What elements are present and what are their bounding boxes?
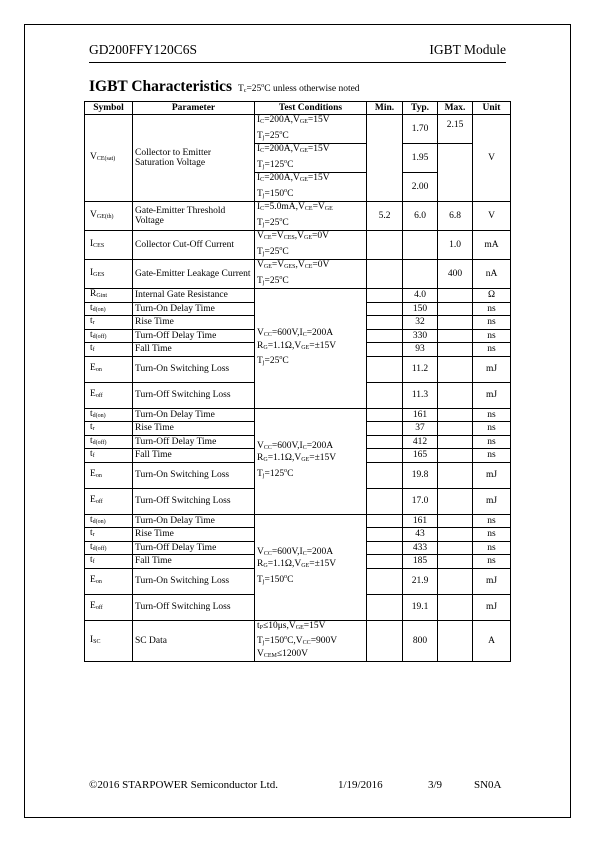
- symbol-cell: $t_f$: [85, 343, 133, 357]
- unit-cell: ns: [473, 343, 511, 357]
- parameter-cell: Fall Time: [133, 343, 255, 357]
- min-cell: [367, 528, 403, 542]
- symbol-cell: $E_{on}$: [85, 462, 133, 488]
- unit-cell: V: [473, 202, 511, 231]
- max-cell: [438, 488, 473, 514]
- table-row: [85, 289, 511, 303]
- symbol-cell: $t_{d(off)}$: [85, 435, 133, 449]
- symbol-cell: $t_{d(off)}$: [85, 329, 133, 343]
- unit-cell: A: [473, 620, 511, 662]
- unit-cell: ns: [473, 528, 511, 542]
- typ-cell: 4.0: [403, 289, 438, 303]
- unit-cell: ns: [473, 449, 511, 463]
- footer-page: 3/9: [428, 779, 443, 791]
- typ-cell: 165: [403, 449, 438, 463]
- footer-revision: SN0A: [474, 779, 502, 791]
- typ-cell: 37: [403, 422, 438, 436]
- parameter-cell: Rise Time: [133, 422, 255, 436]
- typ-cell: 330: [403, 329, 438, 343]
- min-cell: 5.2: [367, 202, 403, 231]
- table-row: [85, 620, 511, 662]
- typ-cell: 17.0: [403, 488, 438, 514]
- parameter-cell: Turn-Off Delay Time: [133, 329, 255, 343]
- min-cell: [367, 382, 403, 408]
- symbol-cell: $V_{GE(th)}$: [85, 202, 133, 231]
- parameter-cell: Turn-On Switching Loss: [133, 568, 255, 594]
- unit-cell: ns: [473, 555, 511, 569]
- parameter-cell: Fall Time: [133, 449, 255, 463]
- max-cell: [438, 555, 473, 569]
- max-cell: [438, 144, 473, 202]
- min-cell: [367, 488, 403, 514]
- section-title: [89, 78, 360, 96]
- symbol-cell: $I_{GES}$: [85, 260, 133, 289]
- unit-cell: V: [473, 115, 511, 202]
- typ-cell: 43: [403, 528, 438, 542]
- min-cell: [367, 231, 403, 260]
- product-type: IGBT Module: [429, 42, 506, 57]
- typ-cell: 93: [403, 343, 438, 357]
- symbol-cell: $t_f$: [85, 449, 133, 463]
- max-cell: [438, 422, 473, 436]
- unit-cell: nA: [473, 260, 511, 289]
- max-cell: [438, 316, 473, 330]
- unit-cell: ns: [473, 422, 511, 436]
- max-cell: [438, 382, 473, 408]
- parameter-cell: Turn-On Delay Time: [133, 408, 255, 422]
- conditions-cell: $V_{CE}=V_{CES},V_{GE}=0V$ $T_j=25^oC$: [255, 231, 367, 260]
- parameter-cell: Fall Time: [133, 555, 255, 569]
- typ-cell: 1.70: [403, 115, 438, 144]
- unit-cell: mJ: [473, 382, 511, 408]
- typ-cell: [403, 231, 438, 260]
- max-cell: [438, 462, 473, 488]
- symbol-cell: $t_{d(on)}$: [85, 302, 133, 316]
- symbol-cell: $t_{d(off)}$: [85, 541, 133, 555]
- parameter-cell: Turn-On Switching Loss: [133, 356, 255, 382]
- table-row: [85, 408, 511, 422]
- footer-date: 1/19/2016: [338, 779, 383, 791]
- conditions-cell: $I_C=200A,V_{GE}=15V$ $T_j=150^oC$: [255, 173, 367, 202]
- typ-cell: 185: [403, 555, 438, 569]
- part-number: GD200FFY120C6S: [89, 42, 198, 57]
- min-cell: [367, 422, 403, 436]
- min-cell: [367, 343, 403, 357]
- typ-cell: 412: [403, 435, 438, 449]
- parameter-cell: Turn-On Switching Loss: [133, 462, 255, 488]
- symbol-cell: $t_r$: [85, 528, 133, 542]
- min-cell: [367, 555, 403, 569]
- col-parameter: Parameter: [133, 102, 255, 115]
- min-cell: [367, 462, 403, 488]
- symbol-cell: $R_{Gint}$: [85, 289, 133, 303]
- max-cell: [438, 528, 473, 542]
- min-cell: [367, 568, 403, 594]
- min-cell: [367, 302, 403, 316]
- symbol-cell: $t_r$: [85, 422, 133, 436]
- min-cell: [367, 620, 403, 662]
- parameter-cell: Rise Time: [133, 316, 255, 330]
- col-test-conditions: Test Conditions: [255, 102, 367, 115]
- max-cell: [438, 435, 473, 449]
- symbol-cell: $E_{off}$: [85, 382, 133, 408]
- max-cell: [438, 343, 473, 357]
- typ-cell: 21.9: [403, 568, 438, 594]
- max-cell: [438, 568, 473, 594]
- max-cell: [438, 541, 473, 555]
- max-cell: [438, 356, 473, 382]
- typ-cell: 161: [403, 408, 438, 422]
- min-cell: [367, 316, 403, 330]
- unit-cell: ns: [473, 302, 511, 316]
- unit-cell: ns: [473, 329, 511, 343]
- min-cell: [367, 408, 403, 422]
- footer-copyright: ©2016 STARPOWER Semiconductor Ltd.: [89, 779, 278, 791]
- symbol-cell: $E_{on}$: [85, 568, 133, 594]
- min-cell: [367, 435, 403, 449]
- unit-cell: ns: [473, 435, 511, 449]
- unit-cell: mJ: [473, 356, 511, 382]
- col-unit: Unit: [473, 102, 511, 115]
- typ-cell: 32: [403, 316, 438, 330]
- conditions-cell: $V_{CC}=600V,I_C=200A$ $R_G=1.1\Omega,V_{GE}=\pm 15V$ $T_j=150^oC$: [255, 514, 367, 620]
- max-cell: 400: [438, 260, 473, 289]
- min-cell: [367, 260, 403, 289]
- table-row: [85, 260, 511, 289]
- table-row: [85, 202, 511, 231]
- unit-cell: mJ: [473, 594, 511, 620]
- typ-cell: 6.0: [403, 202, 438, 231]
- typ-cell: 433: [403, 541, 438, 555]
- table-row: [85, 231, 511, 260]
- col-min: Min.: [367, 102, 403, 115]
- typ-cell: [403, 260, 438, 289]
- parameter-cell: Gate-Emitter Threshold Voltage: [133, 202, 255, 231]
- min-cell: [367, 541, 403, 555]
- unit-cell: ns: [473, 408, 511, 422]
- symbol-cell: $E_{on}$: [85, 356, 133, 382]
- parameter-cell: Internal Gate Resistance: [133, 289, 255, 303]
- symbol-cell: $t_{d(on)}$: [85, 408, 133, 422]
- symbol-cell: $t_f$: [85, 555, 133, 569]
- symbol-cell: $I_{CES}$: [85, 231, 133, 260]
- unit-cell: mJ: [473, 462, 511, 488]
- typ-cell: 19.8: [403, 462, 438, 488]
- typ-cell: 1.95: [403, 144, 438, 173]
- symbol-cell: $I_{SC}$: [85, 620, 133, 662]
- conditions-cell: $V_{CC}=600V,I_C=200A$ $R_G=1.1\Omega,V_{GE}=\pm 15V$ $T_j=25^oC$: [255, 289, 367, 409]
- section-title-text: IGBT Characteristics: [89, 78, 233, 95]
- typ-cell: 161: [403, 514, 438, 528]
- section-condition: $T_c=25^oC$ unless otherwise noted: [237, 83, 360, 94]
- parameter-cell: Turn-On Delay Time: [133, 302, 255, 316]
- max-cell: 1.0: [438, 231, 473, 260]
- typ-cell: 11.3: [403, 382, 438, 408]
- min-cell: [367, 329, 403, 343]
- conditions-cell: $V_{CC}=600V,I_C=200A$ $R_G=1.1\Omega,V_{GE}=\pm 15V$ $T_j=125^oC$: [255, 408, 367, 514]
- max-cell: 6.8: [438, 202, 473, 231]
- min-cell: [367, 115, 403, 202]
- parameter-cell: SC Data: [133, 620, 255, 662]
- unit-cell: ns: [473, 514, 511, 528]
- parameter-cell: Turn-Off Delay Time: [133, 435, 255, 449]
- max-cell: [438, 408, 473, 422]
- symbol-cell: $t_r$: [85, 316, 133, 330]
- max-cell: [438, 594, 473, 620]
- symbol-cell: $E_{off}$: [85, 594, 133, 620]
- parameter-cell: Rise Time: [133, 528, 255, 542]
- typ-cell: 800: [403, 620, 438, 662]
- parameter-cell: Turn-Off Delay Time: [133, 541, 255, 555]
- symbol-cell: $t_{d(on)}$: [85, 514, 133, 528]
- min-cell: [367, 514, 403, 528]
- parameter-cell: Turn-Off Switching Loss: [133, 594, 255, 620]
- table-header-row: [85, 102, 511, 115]
- max-cell: [438, 329, 473, 343]
- unit-cell: ns: [473, 541, 511, 555]
- parameter-cell: Gate-Emitter Leakage Current: [133, 260, 255, 289]
- max-cell: [438, 449, 473, 463]
- unit-cell: Ω: [473, 289, 511, 303]
- page-header: [89, 42, 506, 63]
- table-row: [85, 514, 511, 528]
- unit-cell: mJ: [473, 488, 511, 514]
- col-symbol: Symbol: [85, 102, 133, 115]
- parameter-cell: Collector Cut-Off Current: [133, 231, 255, 260]
- col-max: Max.: [438, 102, 473, 115]
- min-cell: [367, 356, 403, 382]
- table-row: [85, 115, 511, 144]
- unit-cell: mJ: [473, 568, 511, 594]
- min-cell: [367, 449, 403, 463]
- conditions-cell: $V_{GE}=V_{GES},V_{CE}=0V$ $T_j=25^oC$: [255, 260, 367, 289]
- igbt-characteristics-table: [84, 101, 511, 662]
- max-cell: [438, 289, 473, 303]
- parameter-cell: Collector to Emitter Saturation Voltage: [133, 115, 255, 202]
- parameter-cell: Turn-Off Switching Loss: [133, 382, 255, 408]
- parameter-cell: Turn-On Delay Time: [133, 514, 255, 528]
- parameter-cell: Turn-Off Switching Loss: [133, 488, 255, 514]
- symbol-cell: $E_{off}$: [85, 488, 133, 514]
- unit-cell: mA: [473, 231, 511, 260]
- symbol-cell: $V_{CE(sat)}$: [85, 115, 133, 202]
- min-cell: [367, 289, 403, 303]
- typ-cell: 2.00: [403, 173, 438, 202]
- conditions-cell: $I_C=200A,V_{GE}=15V$ $T_j=25^oC$: [255, 115, 367, 144]
- typ-cell: 11.2: [403, 356, 438, 382]
- typ-cell: 19.1: [403, 594, 438, 620]
- max-cell: 2.15: [438, 115, 473, 144]
- max-cell: [438, 514, 473, 528]
- col-typ: Typ.: [403, 102, 438, 115]
- max-cell: [438, 620, 473, 662]
- conditions-cell: $I_C=5.0mA,V_{CE}=V_{GE}$ $T_j=25^oC$: [255, 202, 367, 231]
- unit-cell: ns: [473, 316, 511, 330]
- max-cell: [438, 302, 473, 316]
- min-cell: [367, 594, 403, 620]
- conditions-cell: $I_C=200A,V_{GE}=15V$ $T_j=125^oC$: [255, 144, 367, 173]
- typ-cell: 150: [403, 302, 438, 316]
- conditions-cell: $t_P\le 10\mu s,V_{GE}=15V$ $T_j=150^oC,V_{CC}=900V$ $V_{CEM}\le 1200V$: [255, 620, 367, 662]
